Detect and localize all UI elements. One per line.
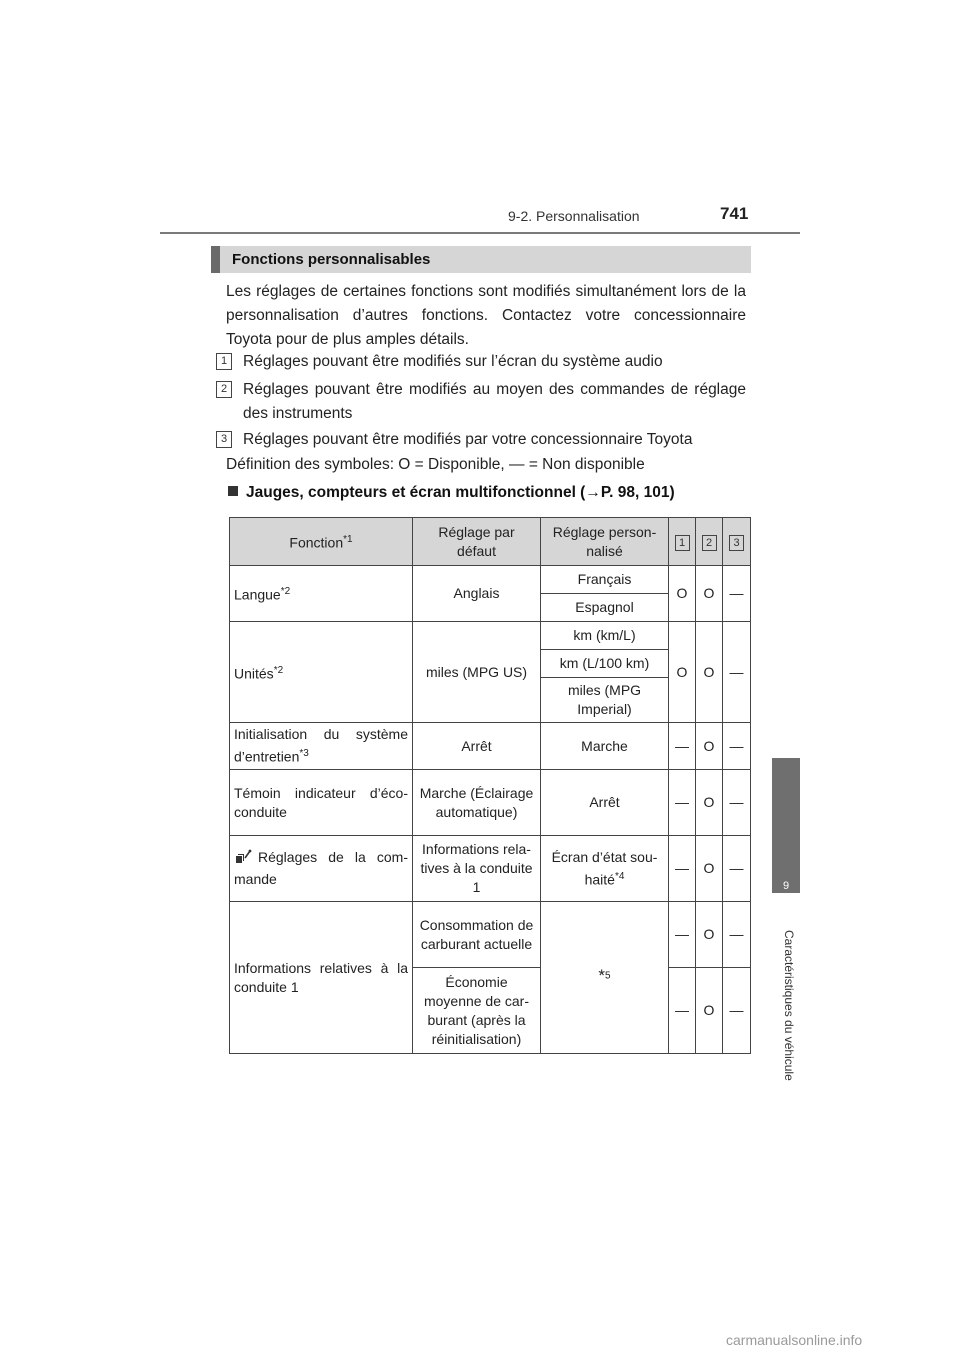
note-marker: *1	[343, 534, 353, 546]
cell-function: Réglages de la commande	[230, 836, 413, 902]
cell-function: Informations relatives à la conduite 1	[230, 902, 413, 1054]
page-number: 741	[720, 204, 749, 223]
table-row	[230, 566, 751, 594]
cell-mark: O	[696, 968, 723, 1054]
table-header-row	[230, 518, 751, 566]
cell-default: Marche (Éclairage automatique)	[413, 770, 541, 836]
legend-text-1: Réglages pouvant être modifiés sur l’écran du système audio	[243, 353, 663, 370]
cell-mark: —	[723, 836, 751, 902]
cell-mark: —	[723, 770, 751, 836]
table-row	[230, 770, 751, 836]
intro-paragraph: Les réglages de certaines fonctions sont modifiés simultanément lors de la personnalisation d’autres fonctions. Contactez votre concessionnaire Toyota pour de plus amples détails.	[226, 283, 746, 348]
cell-mark: —	[723, 622, 751, 723]
cell-mark: —	[669, 902, 696, 968]
section-heading-text: Fonctions personnalisables	[232, 251, 431, 268]
cell-mark: —	[669, 836, 696, 902]
cell-function: Langue$^{*2}$	[230, 566, 413, 622]
legend-item-2	[216, 378, 746, 426]
chapter-tab-number: 9	[782, 880, 790, 892]
cell-custom: km (L/100 km)	[541, 650, 669, 678]
cell-mark: —	[723, 723, 751, 770]
header-section-title: 9-2. Personnalisation	[508, 208, 640, 224]
cell-mark: O	[696, 566, 723, 622]
cell-mark: —	[669, 723, 696, 770]
cell-mark: —	[723, 902, 751, 968]
legend-badge-2: 2	[216, 381, 232, 398]
cell-function: Unités$^{*2}$	[230, 622, 413, 723]
cell-mark: O	[669, 622, 696, 723]
cell-mark: —	[669, 770, 696, 836]
legend-item-1	[216, 350, 746, 374]
cell-mark: O	[669, 566, 696, 622]
cell-mark: —	[723, 968, 751, 1054]
chapter-tab	[772, 758, 800, 893]
chapter-tab-label: Caractéristiques du véhicule	[782, 930, 796, 1081]
subheading-text: Jauges, compteurs et écran multifonctionnel (→P. 98, 101)	[246, 484, 675, 501]
legend-text-2: Réglages pouvant être modifiés au moyen des commandes de réglage des instruments	[243, 381, 746, 422]
cell-mark: O	[696, 770, 723, 836]
cell-function: Initialisation du système d’entretien$^{*3}$	[230, 723, 413, 770]
watermark: carmanualsonline.info	[726, 1332, 863, 1348]
header-function: Fonction$^{*1}$	[230, 518, 413, 566]
header-default: Réglage par défaut	[413, 518, 541, 566]
cell-custom: *$^5$	[541, 902, 669, 1054]
cell-default: Informations relatives à la conduite 1	[413, 836, 541, 902]
cell-mark: —	[723, 566, 751, 622]
header-col-2: 2	[696, 518, 723, 566]
table-row	[230, 622, 751, 650]
cell-custom: km (km/L)	[541, 622, 669, 650]
legend-item-3	[216, 428, 746, 452]
cell-custom: Écran d’état souhaité$^{*4}$	[541, 836, 669, 902]
section-heading	[211, 246, 751, 273]
square-bullet-icon	[228, 486, 238, 496]
cell-mark: —	[669, 968, 696, 1054]
cell-default: Consommation de carburant actuelle	[413, 902, 541, 968]
header-col-3: 3	[723, 518, 751, 566]
legend-text-3: Réglages pouvant être modifiés par votre concessionnaire Toyota	[243, 431, 693, 448]
cell-custom: Français	[541, 566, 669, 594]
cell-mark: O	[696, 622, 723, 723]
cell-mark: O	[696, 723, 723, 770]
cell-custom: miles (MPG Imperial)	[541, 678, 669, 723]
header-divider	[160, 232, 800, 234]
cell-custom: Marche	[541, 723, 669, 770]
symbols-definition: Définition des symboles: O = Disponible, — = Non disponible	[226, 456, 645, 473]
subheading	[228, 484, 675, 502]
header-col-1: 1	[669, 518, 696, 566]
settings-table	[229, 517, 751, 1054]
cell-custom: Arrêt	[541, 770, 669, 836]
cell-custom: Espagnol	[541, 594, 669, 622]
table-row	[230, 723, 751, 770]
header-custom: Réglage personnalisé	[541, 518, 669, 566]
cell-default: Économie moyenne de carburant (après la réinitialisation)	[413, 968, 541, 1054]
cell-default: Arrêt	[413, 723, 541, 770]
cell-mark: O	[696, 836, 723, 902]
table-row	[230, 902, 751, 968]
table-row	[230, 836, 751, 902]
cell-mark: O	[696, 902, 723, 968]
legend-badge-1: 1	[216, 353, 232, 370]
cell-default: miles (MPG US)	[413, 622, 541, 723]
cell-default: Anglais	[413, 566, 541, 622]
steering-switch-icon	[234, 849, 252, 870]
legend-badge-3: 3	[216, 431, 232, 448]
cell-function: Témoin indicateur d’écoconduite	[230, 770, 413, 836]
